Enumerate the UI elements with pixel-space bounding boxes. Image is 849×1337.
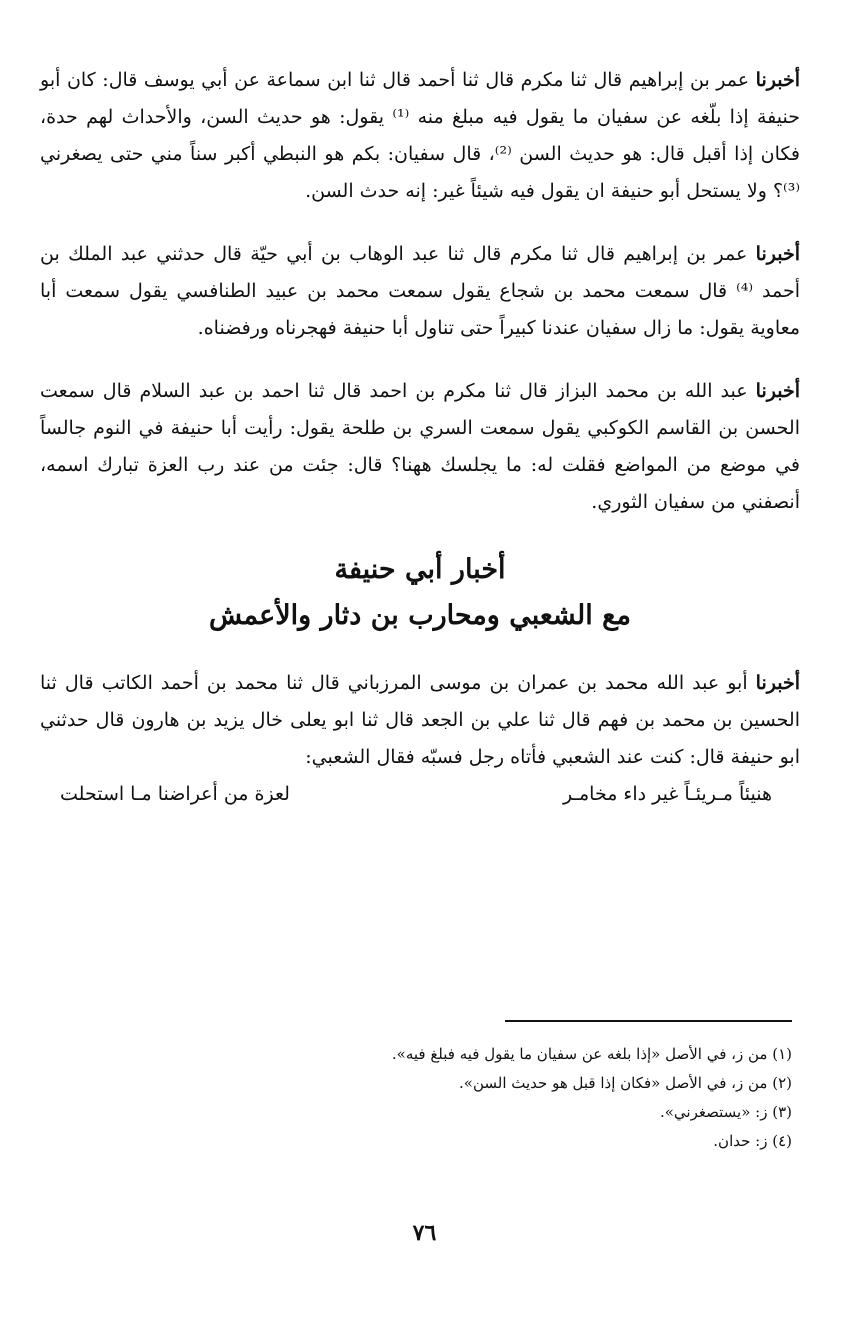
paragraph-text: عبد الله بن محمد البزاز قال ثنا مكرم بن احمد قال ثنا احمد بن عبد السلام قال سمعت الحسن بن القاسم الكوكبي يقول سمعت السري بن طلحة يقول: رأيت أبا حنيفة في النوم جالساً في موضع من المواضع فقلت له: ما يجلسك ههنا؟ قال: جئت من عند رب العزة تبارك اسمه، أنصفني من سفيان الثوري. [40,380,800,513]
footnote-3: (٣) ز: «يستصغرني». [659,1103,792,1121]
page-number: ٧٦ [412,1220,437,1246]
section-heading-line-2: مع الشعبي ومحارب بن دثار والأعمش [209,600,631,631]
footnote-1: (١) من ز، في الأصل «إذا بلغه عن سفيان ما يقول فيه فبلغ فيه». [391,1045,792,1063]
paragraph-text: عمر بن إبراهيم قال ثنا مكرم قال ثنا عبد الوهاب بن أبي حيّة قال حدثني عبد الملك بن أحمد ⁽⁴⁾ قال سمعت محمد بن شجاع يقول سمعت محمد بن عبيد الطنافسي يقول سمعت أبا معاوية يقول: ما زال سفيان عندنا كبيراً حتى تناول أبا حنيفة فهجرناه ورفضناه. [40,243,800,339]
footnote-2: (٢) من ز، في الأصل «فكان إذا قبل هو حديث السن». [459,1074,792,1092]
paragraph-lead: أخبرنا [755,243,800,265]
section-heading-line-1: أخبار أبي حنيفة [334,554,506,585]
paragraph-text: عمر بن إبراهيم قال ثنا مكرم قال ثنا أحمد قال ثنا ابن سماعة عن أبي يوسف قال: كان أبو حنيفة إذا بلّغه عن سفيان ما يقول فيه مبلغ منه ⁽¹⁾ يقول: هو حديث السن، والأحداث لهم حدة، فكان إذا أقبل قال: هو حديث السن ⁽²⁾، قال سفيان: بكم هو النبطي أكبر سناً مني حتى يصغرني ⁽³⁾؟ ولا يستحل أبو حنيفة ان يقول فيه شيئاً غير: إنه حدث السن. [40,69,800,202]
footnote-4: (٤) ز: حدان. [713,1132,792,1150]
paragraph-text: أبو عبد الله محمد بن عمران بن موسى المرزباني قال ثنا محمد بن أحمد الكاتب قال ثنا الحسين بن محمد بن فهم قال ثنا علي بن الجعد قال ثنا ابو يعلى خال يزيد بن هارون قال حدثني ابو حنيفة قال: كنت عند الشعبي فأتاه رجل فسبّه فقال الشعبي: [40,672,800,768]
section-heading [40,547,800,639]
paragraph-1 [40,62,800,210]
verse-hemistich-2: لعزة من أعراضنا مـا استحلت [60,783,290,805]
paragraph-4 [40,665,800,776]
footnote-separator [505,1020,792,1022]
page-body [40,62,800,813]
paragraph-3 [40,373,800,521]
paragraph-2 [40,236,800,347]
paragraph-lead: أخبرنا [755,380,800,402]
footnotes [300,1040,792,1156]
poetry-verse [40,776,800,813]
paragraph-lead: أخبرنا [755,672,800,694]
verse-hemistich-1: هنيئاً مـريئـاً غير داء مخامـر [562,783,772,805]
paragraph-lead: أخبرنا [755,69,800,91]
